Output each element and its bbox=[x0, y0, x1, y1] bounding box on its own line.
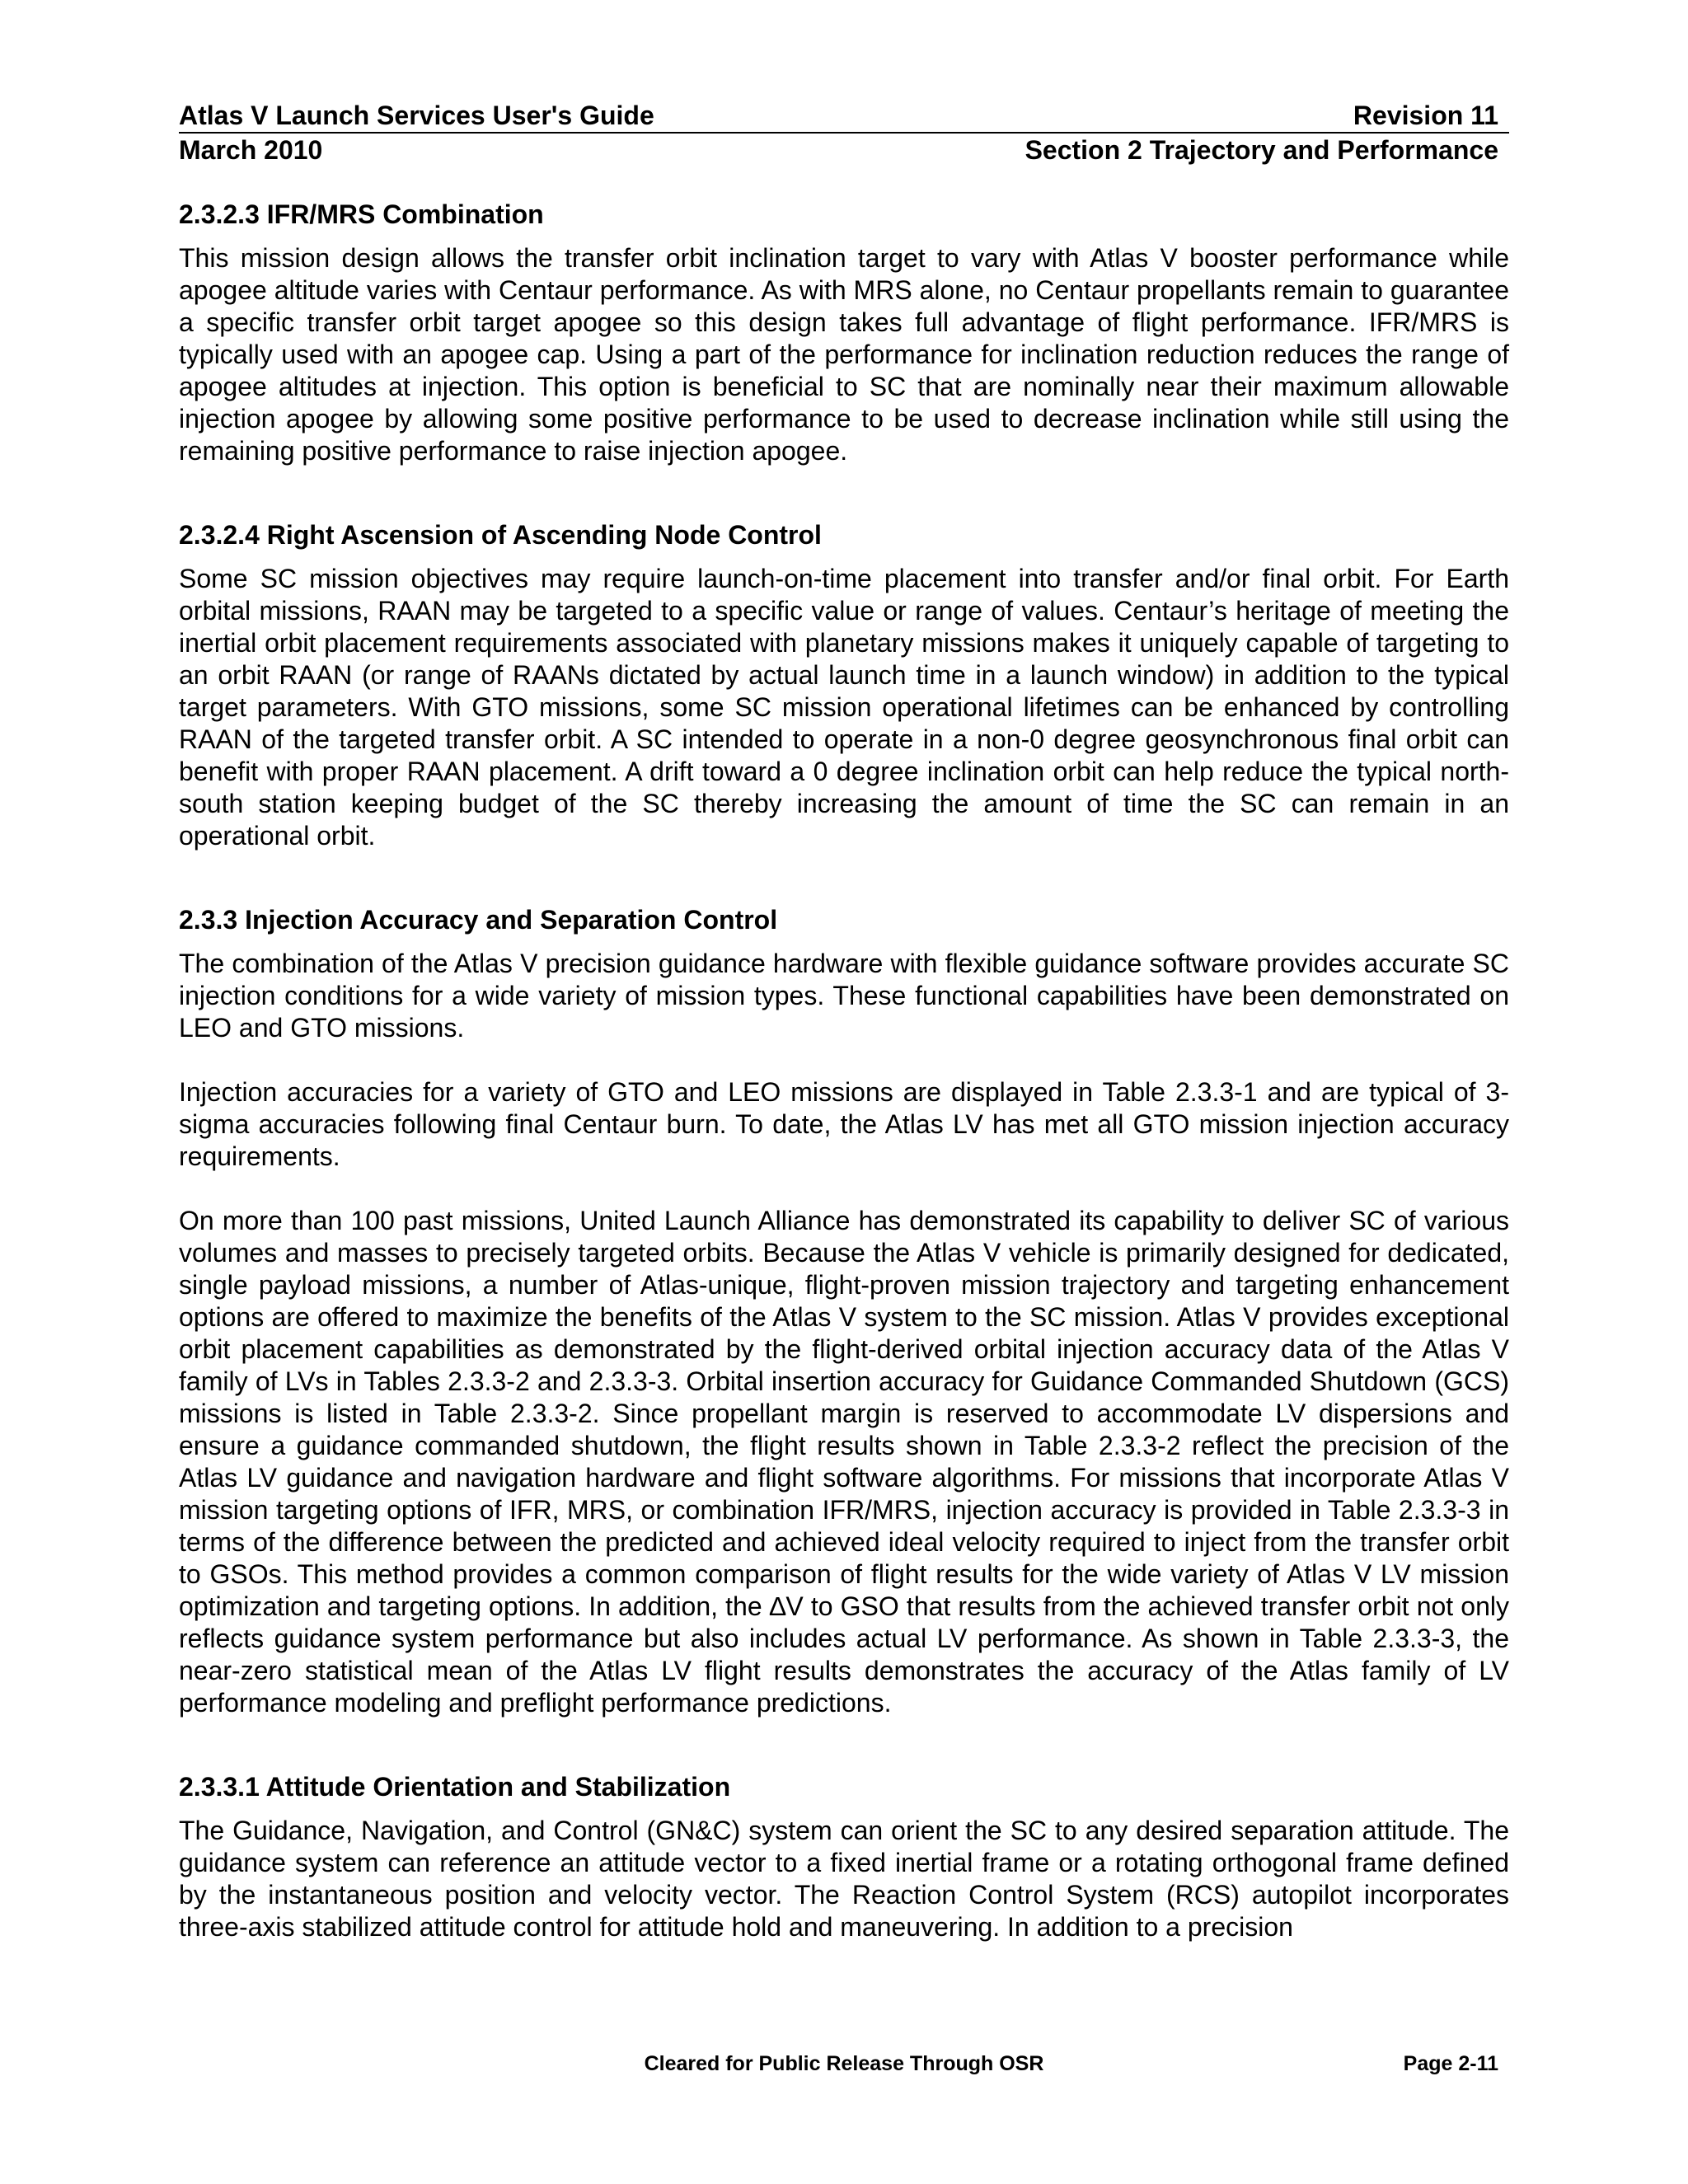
paragraph: Injection accuracies for a variety of GTO and LEO missions are displayed in Table 2.3.3-1 and are typical of 3-sigma accuracies following final Centaur burn. To date, the Atlas LV has met all GTO mission injection accuracy requirements. bbox=[179, 1077, 1509, 1171]
paragraph: The Guidance, Navigation, and Control (GN&C) system can orient the SC to any desired separation attitude. The guidance system can reference an attitude vector to a fixed inertial frame or a rotating orthogonal frame defined by the instantaneous position and velocity vector. The Reaction Control System (RCS) autopilot incorporates three-axis stabilized attitude control for attitude hold and maneuvering. In addition to a precision bbox=[179, 1816, 1509, 1942]
section-heading: 2.3.3 Injection Accuracy and Separation Control bbox=[179, 905, 778, 935]
page-header bbox=[179, 99, 1509, 166]
section-heading: 2.3.2.3 IFR/MRS Combination bbox=[179, 199, 544, 229]
paragraph: This mission design allows the transfer orbit inclination target to vary with Atlas V booster performance while apogee altitude varies with Centaur performance. As with MRS alone, no Centaur propellants remain to guarantee a specific transfer orbit target apogee so this design takes full advantage of flight performance. IFR/MRS is typically used with an apogee cap. Using a part of the performance for inclination reduction reduces the range of apogee altitudes at injection. This option is beneficial to SC that are nominally near their maximum allowable injection apogee by allowing some positive performance to be used to decrease inclination while still using the remaining positive performance to raise injection apogee. bbox=[179, 243, 1509, 466]
section-raan-control bbox=[179, 518, 1509, 852]
revision: Revision 11 bbox=[1353, 101, 1498, 130]
paragraph: Some SC mission objectives may require launch-on-time placement into transfer and/or final orbit. For Earth orbital missions, RAAN may be targeted to a specific value or range of values. Centaur’s heritage of meeting the inertial orbit placement requirements associated with planetary missions makes it uniquely capable of targeting to an orbit RAAN (or range of RAANs dictated by actual launch time in a launch window) in addition to the typical target parameters. With GTO missions, some SC mission operational lifetimes can be enhanced by controlling RAAN of the targeted transfer orbit. A SC intended to operate in a non-0 degree geosynchronous final orbit can benefit with proper RAAN placement. A drift toward a 0 degree inclination orbit can help reduce the typical north-south station keeping budget of the SC thereby increasing the amount of time the SC can remain in an operational orbit. bbox=[179, 564, 1509, 851]
header-row-bottom bbox=[179, 134, 1509, 166]
page-body bbox=[179, 198, 1509, 1943]
doc-date: March 2010 bbox=[179, 135, 323, 165]
paragraph: On more than 100 past missions, United Launch Alliance has demonstrated its capability to deliver SC of various volumes and masses to precisely targeted orbits. Because the Atlas V vehicle is primarily designed for dedicated, single payload missions, a number of Atlas-unique, flight-proven mission trajectory and targeting enhancement options are offered to maximize the benefits of the Atlas V system to the SC mission. Atlas V provides exceptional orbit placement capabilities as demonstrated by the flight-derived orbital injection accuracy data of the Atlas V family of LVs in Tables 2.3.3-2 and 2.3.3-3. Orbital insertion accuracy for Guidance Commanded Shutdown (GCS) missions is listed in Table 2.3.3-2. Since propellant margin is reserved to accommodate LV dispersions and ensure a guidance commanded shutdown, the flight results shown in Table 2.3.3-2 reflect the precision of the Atlas LV guidance and navigation hardware and flight software algorithms. For missions that incorporate Atlas V mission targeting options of IFR, MRS, or combination IFR/MRS, injection accuracy is provided in Table 2.3.3-3 in terms of the difference between the predicted and achieved ideal velocity required to inject from the transfer orbit to GSOs. This method provides a common comparison of flight results for the wide variety of Atlas V LV mission optimization and targeting options. In addition, the ∆V to GSO that results from the achieved transfer orbit not only reflects guidance system performance but also includes actual LV performance. As shown in Table 2.3.3-3, the near-zero statistical mean of the Atlas LV flight results demonstrates the accuracy of the Atlas family of LV performance modeling and preflight performance predictions. bbox=[179, 1206, 1509, 1718]
section-title: Section 2 Trajectory and Performance bbox=[1025, 135, 1498, 165]
section-injection-accuracy bbox=[179, 903, 1509, 1719]
section-attitude-orientation bbox=[179, 1770, 1509, 1943]
release-statement: Cleared for Public Release Through OSR bbox=[644, 2052, 1044, 2075]
section-ifr-mrs bbox=[179, 198, 1509, 467]
paragraph: The combination of the Atlas V precision guidance hardware with flexible guidance software provides accurate SC injection conditions for a wide variety of mission types. These functional capabilities have been demonstrated on LEO and GTO missions. bbox=[179, 949, 1509, 1043]
header-row-top bbox=[179, 99, 1509, 134]
section-heading: 2.3.3.1 Attitude Orientation and Stabilization bbox=[179, 1772, 731, 1802]
section-heading: 2.3.2.4 Right Ascension of Ascending Node Control bbox=[179, 520, 822, 550]
doc-title: Atlas V Launch Services User's Guide bbox=[179, 101, 654, 130]
page-number: Page 2-11 bbox=[1403, 2052, 1498, 2075]
